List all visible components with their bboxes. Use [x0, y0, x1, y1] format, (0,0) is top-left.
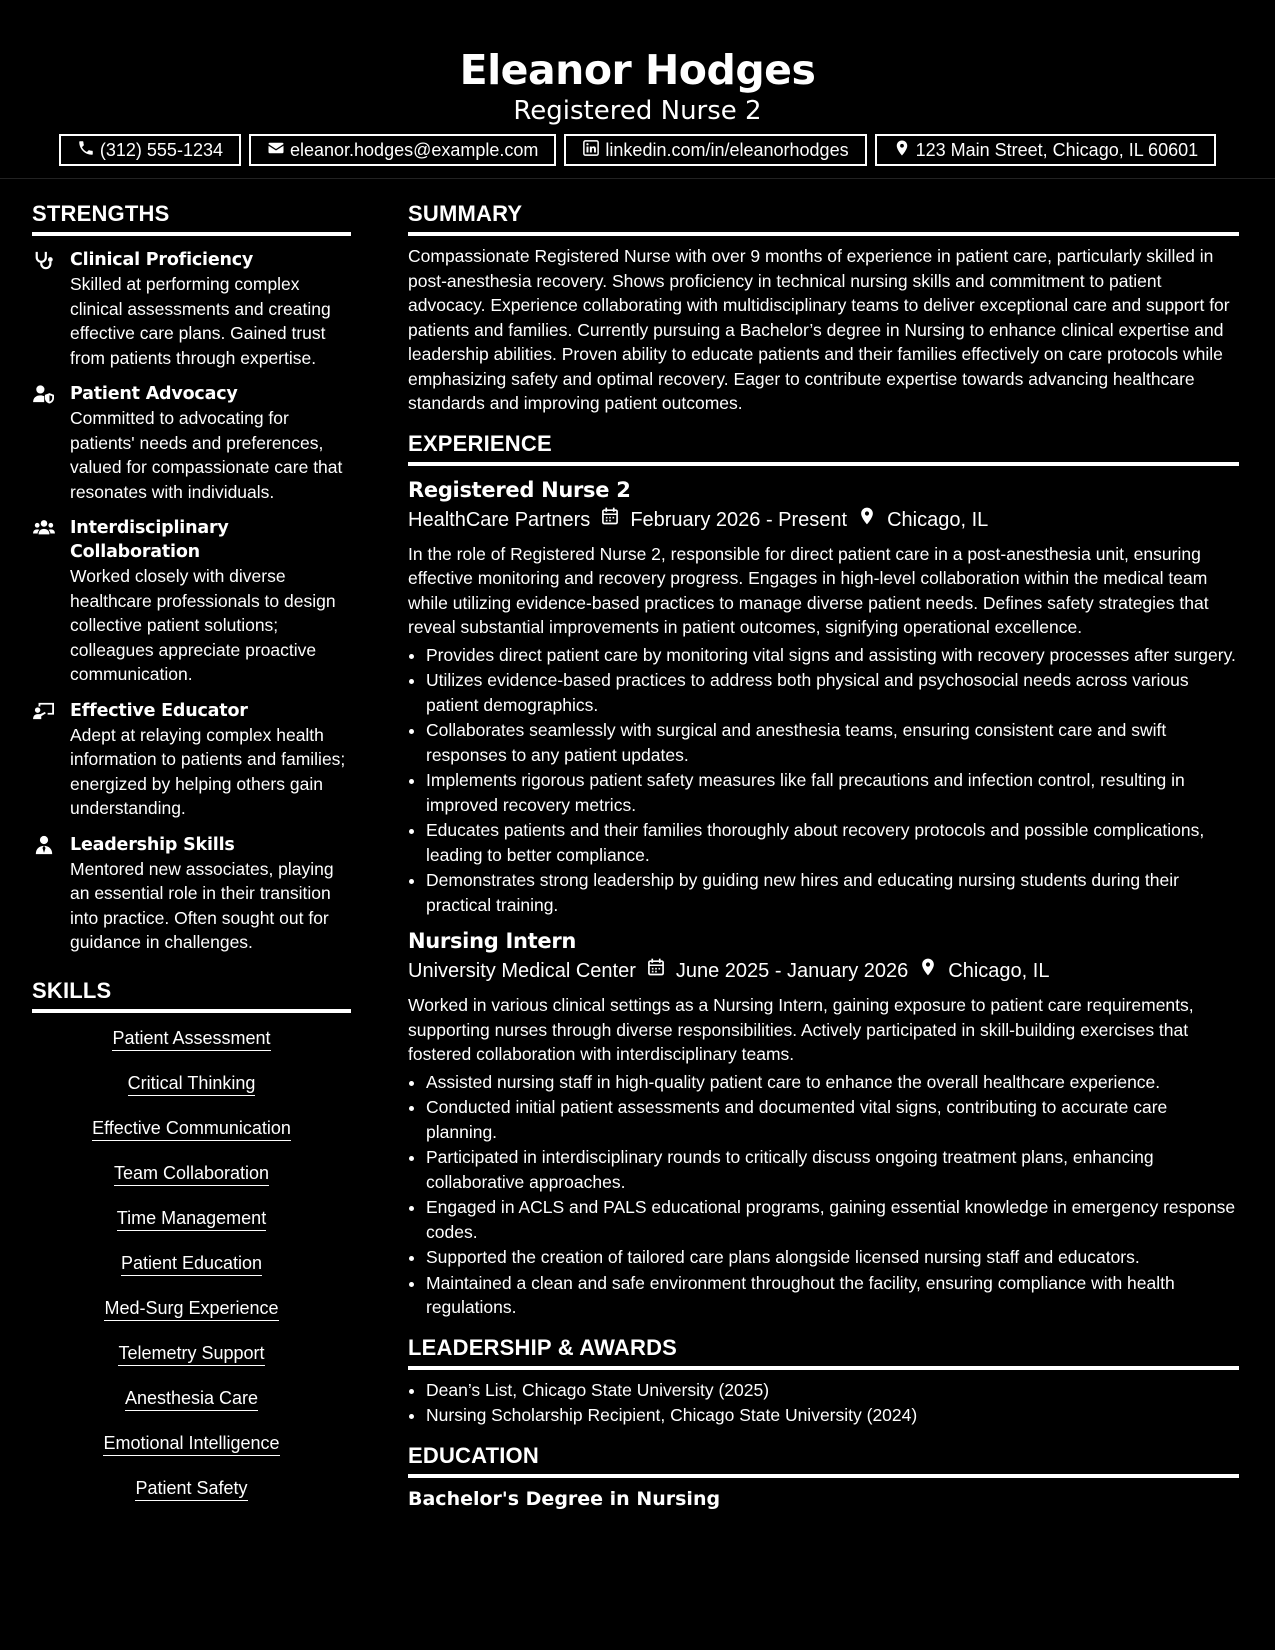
- job-bullets: [408, 1070, 1239, 1320]
- job-entry: [408, 927, 1239, 1320]
- job-bullet: • Provides direct patient care by monitoring vital signs and assisting with recovery processes after surgery.: [426, 643, 1239, 668]
- calendar-icon: [646, 957, 666, 985]
- section-rule: [408, 462, 1239, 466]
- section-rule: [408, 1366, 1239, 1370]
- skill-item: Team Collaboration: [114, 1162, 269, 1186]
- job-bullet: • Implements rigorous patient safety measures like fall precautions and infection control, resulting in improved recovery metrics.: [426, 768, 1239, 817]
- strength-item: [32, 699, 351, 821]
- resume-header: [0, 0, 1275, 166]
- skill-item: Effective Communication: [92, 1117, 291, 1141]
- strength-item: [32, 382, 351, 504]
- experience-heading: EXPERIENCE: [408, 430, 552, 456]
- strength-desc: Adept at relaying complex health information to patients and families; energized by helping others gain understanding.: [70, 724, 346, 818]
- education-degree: Bachelor's Degree in Nursing: [408, 1487, 721, 1510]
- strength-desc: Committed to advocating for patients' needs and preferences, valued for compassionate care that resonates with individuals.: [70, 408, 343, 502]
- right-column: [408, 200, 1239, 1512]
- strength-title: Effective Educator: [70, 700, 248, 721]
- section-rule: [408, 1474, 1239, 1478]
- linkedin-text: linkedin.com/in/eleanorhodges: [605, 139, 849, 160]
- skills-heading: SKILLS: [32, 977, 112, 1003]
- user-tie-icon: [32, 833, 70, 955]
- linkedin-icon: [582, 139, 600, 162]
- section-rule: [408, 232, 1239, 236]
- job-bullets: [408, 643, 1239, 918]
- job-bullet: • Assisted nursing staff in high-quality patient care to enhance the overall healthcare experience.: [426, 1070, 1239, 1095]
- contact-address[interactable]: [875, 134, 1217, 166]
- job-dates: June 2025 - January 2026: [675, 960, 909, 982]
- job-company: University Medical Center: [408, 960, 636, 982]
- contact-phone[interactable]: [59, 134, 241, 166]
- strength-item: [32, 516, 351, 687]
- skill-item: Patient Safety: [135, 1477, 247, 1501]
- job-bullet: • Engaged in ACLS and PALS educational programs, gaining essential knowledge in emergency response codes.: [426, 1195, 1239, 1244]
- strength-title: Leadership Skills: [70, 834, 235, 855]
- job-entry: [408, 476, 1239, 918]
- job-bullet: • Supported the creation of tailored care plans alongside licensed nursing staff and educators.: [426, 1245, 1239, 1270]
- awards-list: [408, 1378, 1239, 1428]
- job-bullet: • Educates patients and their families thoroughly about recovery protocols and possible complications, leading to better compliance.: [426, 818, 1239, 867]
- job-location: Chicago, IL: [948, 960, 1050, 982]
- strength-item: [32, 248, 351, 370]
- stethoscope-icon: [32, 248, 70, 370]
- job-bullet: • Demonstrates strong leadership by guiding new hires and educating nursing students during their practical training.: [426, 868, 1239, 917]
- strength-desc: Worked closely with diverse healthcare professionals to design collective patient solutions; colleagues appreciate proactive communication.: [70, 566, 336, 684]
- award-item: • Dean’s List, Chicago State University (2025): [426, 1378, 1239, 1403]
- job-bullet: • Utilizes evidence-based practices to address both physical and psychosocial needs across various patient demographics.: [426, 668, 1239, 717]
- skill-item: Telemetry Support: [118, 1342, 264, 1366]
- job-location: Chicago, IL: [887, 508, 989, 531]
- job-dates: February 2026 - Present: [630, 508, 848, 531]
- job-bullet: • Conducted initial patient assessments and documented vital signs, contributing to accurate care planning.: [426, 1095, 1239, 1144]
- email-text: eleanor.hodges@example.com: [289, 139, 539, 160]
- job-meta: [408, 957, 1239, 985]
- users-icon: [32, 516, 70, 687]
- candidate-title: Registered Nurse 2: [513, 96, 762, 126]
- strength-desc: Skilled at performing complex clinical assessments and creating effective care plans. Gained trust from patients through expertise.: [70, 274, 331, 368]
- job-description: In the role of Registered Nurse 2, responsible for direct patient care in a post-anesthesia unit, ensuring effective monitoring and recovery progress. Engages in high-level collaboration within the medical team while utilizing evidence-based practices to manage diverse patient needs. Defines safety strategies that reveal substantial improvements in patient outcomes, signifying operational excellence.: [408, 543, 1209, 637]
- job-description: Worked in various clinical settings as a Nursing Intern, gaining exposure to patient care requirements, supporting nurses through diverse responsibilities. Actively participated in skill-building exercises that fostered collaboration with interdisciplinary teams.: [408, 995, 1194, 1064]
- job-bullet: • Collaborates seamlessly with surgical and anesthesia teams, ensuring consistent care and swift responses to any patient updates.: [426, 718, 1239, 767]
- summary-text: Compassionate Registered Nurse with over 9 months of experience in patient care, particularly skilled in post-anesthesia recovery. Shows proficiency in technical nursing skills and commitment to patient advocacy. Experience collaborating with multidisciplinary teams to deliver exceptional care and support for patients and families. Currently pursuing a Bachelor’s degree in Nursing to enhance clinical expertise and leadership abilities. Proven ability to educate patients and their families effectively on care protocols while emphasizing safety and optimal recovery. Eager to contribute expertise towards advancing healthcare standards and improving patient outcomes.: [408, 246, 1230, 413]
- skill-item: Patient Education: [121, 1252, 262, 1276]
- job-company: HealthCare Partners: [408, 508, 591, 531]
- section-rule: [32, 232, 351, 236]
- skills-list: [32, 1027, 351, 1501]
- phone-text: (312) 555-1234: [99, 139, 223, 160]
- skill-item: Anesthesia Care: [125, 1387, 258, 1411]
- job-bullet: • Maintained a clean and safe environment throughout the facility, ensuring compliance with health regulations.: [426, 1271, 1239, 1320]
- skill-item: Med-Surg Experience: [104, 1297, 278, 1321]
- skill-item: Critical Thinking: [128, 1072, 256, 1096]
- skill-item: Emotional Intelligence: [103, 1432, 279, 1456]
- envelope-icon: [267, 139, 285, 162]
- education-heading: EDUCATION: [408, 1442, 539, 1468]
- strengths-heading: STRENGTHS: [32, 201, 170, 226]
- chalkboard-teacher-icon: [32, 699, 70, 821]
- strength-title: Clinical Proficiency: [70, 250, 254, 270]
- left-column: [32, 200, 351, 1522]
- address-text: 123 Main Street, Chicago, IL 60601: [915, 139, 1199, 160]
- phone-icon: [77, 139, 95, 162]
- summary-heading: SUMMARY: [408, 201, 523, 226]
- map-marker-icon: [857, 506, 877, 534]
- strength-desc: Mentored new associates, playing an essential role in their transition into practice. Often sought out for guidance in challenges.: [70, 858, 334, 952]
- user-shield-icon: [32, 382, 70, 504]
- contact-bar: [0, 134, 1275, 166]
- job-meta: [408, 506, 1239, 534]
- candidate-name: Eleanor Hodges: [459, 46, 816, 94]
- calendar-icon: [600, 506, 620, 534]
- job-title: Registered Nurse 2: [408, 477, 631, 502]
- skill-item: Time Management: [117, 1207, 266, 1231]
- contact-linkedin[interactable]: [564, 134, 866, 166]
- awards-heading: LEADERSHIP & AWARDS: [408, 1334, 678, 1360]
- skill-item: Patient Assessment: [112, 1027, 270, 1051]
- job-bullet: • Participated in interdisciplinary rounds to critically discuss ongoing treatment plans, enhancing collaborative approaches.: [426, 1145, 1239, 1194]
- award-item: • Nursing Scholarship Recipient, Chicago State University (2024): [426, 1403, 1239, 1428]
- map-marker-icon: [918, 957, 938, 985]
- section-rule: [32, 1009, 351, 1013]
- header-divider: [0, 178, 1275, 179]
- contact-email[interactable]: [249, 134, 556, 166]
- strength-title: Patient Advocacy: [70, 384, 238, 404]
- strength-title: Interdisciplinary Collaboration: [70, 518, 229, 562]
- job-title: Nursing Intern: [408, 929, 577, 953]
- map-marker-icon: [893, 139, 911, 162]
- strength-item: [32, 833, 351, 955]
